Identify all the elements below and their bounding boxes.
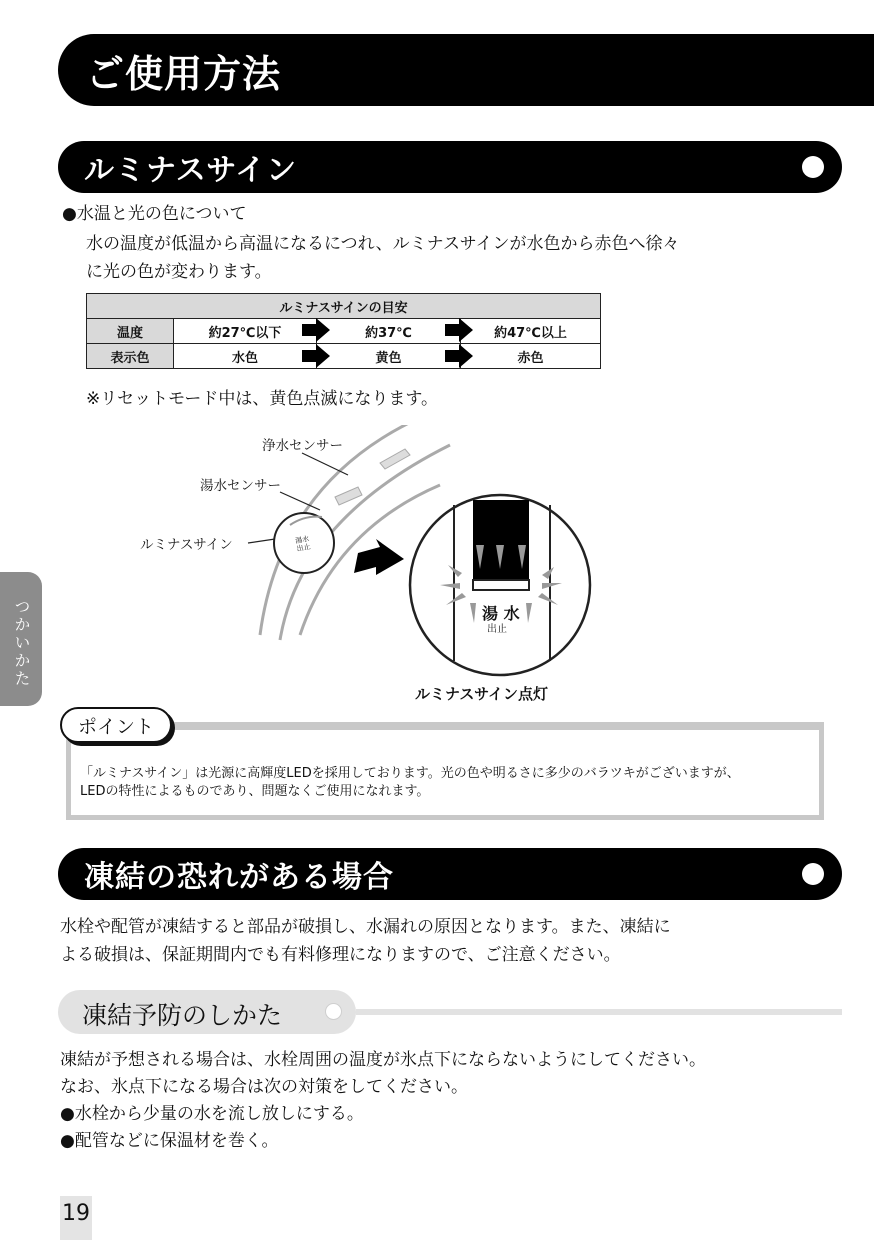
body-line: 凍結が予想される場合は、水栓周囲の温度が氷点下にならないようにしてください。 xyxy=(60,1050,706,1070)
point-line: LEDの特性によるものであり、問題なくご使用になれます。 xyxy=(80,784,430,799)
paragraph-line: 水栓や配管が凍結すると部品が破損し、水漏れの原因となります。また、凍結に xyxy=(60,917,671,937)
diagram-caption: ルミナスサイン点灯 xyxy=(415,685,549,703)
arrow-right-icon xyxy=(445,318,473,342)
body-line: なお、氷点下になる場合は次の対策をしてください。 xyxy=(60,1077,468,1097)
label-hot-sensor: 湯水センサー xyxy=(200,478,281,494)
circle-icon xyxy=(802,863,824,885)
paragraph-line: よる破損は、保証期間内でも有料修理になりますので、ご注意ください。 xyxy=(60,945,621,965)
page-title-bar xyxy=(58,34,874,106)
faucet-diagram xyxy=(130,425,610,715)
section-header-freezing xyxy=(58,848,842,900)
circle-icon xyxy=(802,156,824,178)
side-tab xyxy=(0,572,42,706)
arrow-right-icon xyxy=(445,344,473,368)
point-line: 「ルミナスサイン」は光源に高輝度LEDを採用しております。光の色や明るさに多少のバラツキがございますが、 xyxy=(80,766,740,781)
zoom-text-top: 湯 水 xyxy=(482,604,520,623)
body-line: ●水栓から少量の水を流し放しにする。 xyxy=(60,1104,364,1124)
arrow-right-icon xyxy=(302,318,330,342)
table-cell: 約27℃以下 xyxy=(174,319,317,344)
small-mark: 湯水 出止 xyxy=(294,534,312,554)
label-purified-sensor: 浄水センサー xyxy=(262,438,343,454)
arrow-right-icon xyxy=(354,539,404,575)
row-label-color: 表示色 xyxy=(87,344,174,369)
side-tab-label: つかいかた xyxy=(12,598,31,688)
circle-icon xyxy=(325,1003,342,1020)
arrow-right-icon xyxy=(302,344,330,368)
table-caption: ルミナスサインの目安 xyxy=(87,294,601,319)
section-title: ルミナスサイン xyxy=(84,153,298,188)
paragraph-line: に光の色が変わります。 xyxy=(86,262,272,282)
page-title: ご使用方法 xyxy=(86,51,282,96)
point-rule xyxy=(166,724,824,730)
point-label: ポイント xyxy=(60,707,172,743)
page-number: 19 xyxy=(60,1196,92,1240)
table-cell: 水色 xyxy=(174,344,317,369)
subheading-bar xyxy=(58,990,356,1034)
body-line: ●配管などに保温材を巻く。 xyxy=(60,1131,279,1151)
label-luminous-sign: ルミナスサイン xyxy=(140,537,233,553)
subheading-rule xyxy=(356,1009,842,1015)
table-cell: 約37℃ xyxy=(317,319,461,344)
row-label-temp: 温度 xyxy=(87,319,174,344)
paragraph-line: 水の温度が低温から高温になるにつれ、ルミナスサインが水色から赤色へ徐々 xyxy=(86,234,680,254)
section-title: 凍結の恐れがある場合 xyxy=(84,860,394,895)
zoom-text-bottom: 出止 xyxy=(487,624,507,635)
table-cell: 約47℃以上 xyxy=(461,319,601,344)
subheading: 凍結予防のしかた xyxy=(82,1001,283,1030)
bullet-heading: ●水温と光の色について xyxy=(62,204,247,224)
table-cell: 赤色 xyxy=(461,344,601,369)
table-cell: 黄色 xyxy=(317,344,461,369)
section-header-luminous xyxy=(58,141,842,193)
table-arrows xyxy=(290,318,610,378)
reset-note: ※リセットモード中は、黄色点滅になります。 xyxy=(86,389,439,409)
